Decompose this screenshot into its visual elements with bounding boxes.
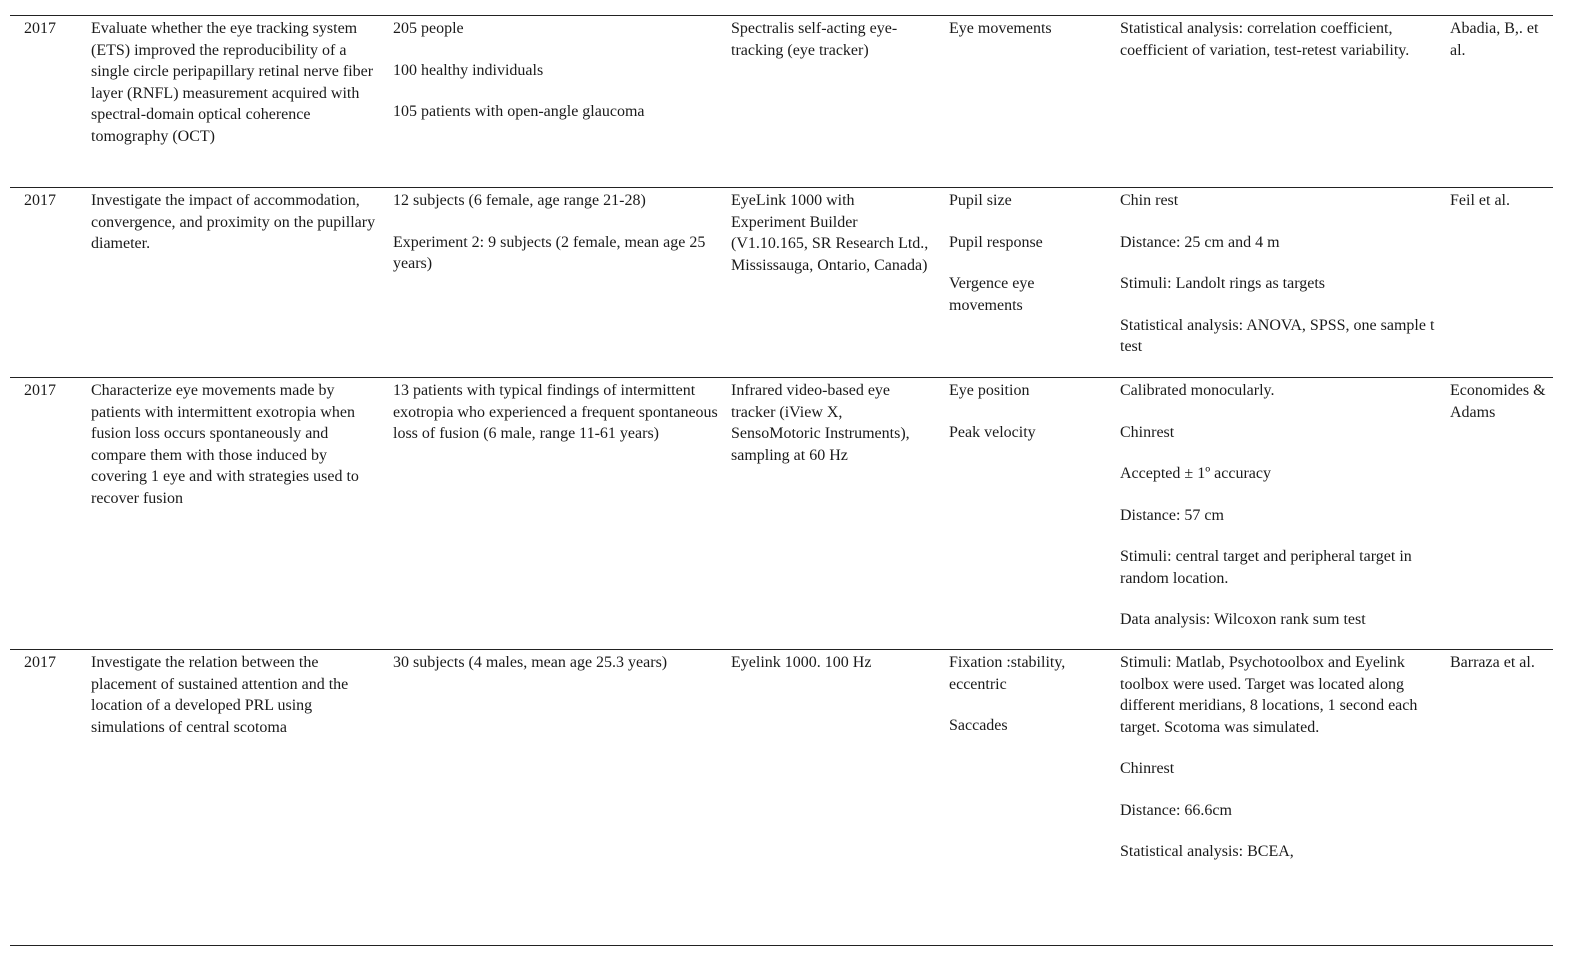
author-cell: Barraza et al.	[1450, 654, 1535, 671]
method-line: Chin rest	[1120, 192, 1179, 209]
year-cell: 2017	[24, 654, 56, 671]
table-row	[10, 15, 1553, 187]
year-cell: 2017	[24, 20, 56, 37]
device-cell: Eyelink 1000. 100 Hz	[731, 654, 872, 671]
methods-cell	[1120, 18, 1438, 61]
author-cell: Abadia, B,. et al.	[1450, 20, 1539, 59]
methods-cell	[1120, 190, 1438, 358]
year-cell: 2017	[24, 382, 56, 399]
subjects-cell	[393, 380, 718, 445]
measures-cell	[949, 190, 1109, 316]
table-row	[10, 187, 1553, 377]
aim-cell: Evaluate whether the eye tracking system (ETS) improved the reproducibility of a single circle peripapillary retinal nerve fiber layer (RNFL) measurement acquired with spectral-domain optical coherence tomography (OCT)	[91, 20, 374, 145]
method-line: Data analysis: Wilcoxon rank sum test	[1120, 611, 1366, 628]
method-line: Stimuli: Matlab, Psychotoolbox and Eyelink toolbox were used. Target was located along different meridians, 8 locations, 1 second each target. Scotoma was simulated.	[1120, 654, 1418, 736]
study-table	[10, 15, 1553, 946]
subjects-line: Experiment 2: 9 subjects (2 female, mean age 25 years)	[393, 233, 706, 272]
device-cell: Infrared video-based eye tracker (iView X, SensoMotoric Instruments), sampling at 60 Hz	[731, 382, 910, 464]
measure-line: Fixation :stability, eccentric	[949, 654, 1066, 693]
measures-cell	[949, 18, 1109, 40]
subjects-line: 205 people	[393, 20, 464, 37]
aim-cell: Investigate the impact of accommodation, convergence, and proximity on the pupillary diameter.	[91, 192, 376, 252]
author-cell: Economides & Adams	[1450, 382, 1546, 421]
method-line: Distance: 57 cm	[1120, 506, 1224, 524]
method-line: Stimuli: central target and peripheral target in random location.	[1120, 548, 1412, 587]
method-line: Statistical analysis: ANOVA, SPSS, one sample t test	[1120, 316, 1435, 355]
methods-cell	[1120, 652, 1438, 863]
device-cell: EyeLink 1000 with Experiment Builder (V1.10.165, SR Research Ltd., Mississauga, Ontario, Canada)	[731, 192, 929, 274]
measure-line: Pupil response	[949, 233, 1043, 251]
measure-line: Eye movements	[949, 20, 1052, 37]
measure-line: Eye position	[949, 382, 1030, 399]
subjects-line: 12 subjects (6 female, age range 21-28)	[393, 192, 646, 209]
method-line: Accepted ± 1º accuracy	[1120, 465, 1271, 482]
method-line: Distance: 25 cm and 4 m	[1120, 233, 1280, 251]
device-cell: Spectralis self-acting eye-tracking (eye tracker)	[731, 20, 898, 59]
method-line: Statistical analysis: BCEA,	[1120, 843, 1294, 860]
table-row	[10, 649, 1553, 946]
aim-cell: Characterize eye movements made by patients with intermittent exotropia when fusion loss occurs spontaneously and compare them with those induced by covering 1 eye and with strategies used to recover fusion	[91, 382, 359, 507]
subjects-line: 105 patients with open-angle glaucoma	[393, 103, 645, 120]
measure-line: Peak velocity	[949, 423, 1036, 441]
subjects-cell	[393, 190, 718, 275]
subjects-line: 30 subjects (4 males, mean age 25.3 years)	[393, 654, 668, 671]
method-line: Chinrest	[1120, 423, 1175, 441]
subjects-cell	[393, 652, 718, 674]
year-cell: 2017	[24, 192, 56, 209]
aim-cell: Investigate the relation between the placement of sustained attention and the location of a developed PRL using simulations of central scotoma	[91, 654, 349, 736]
method-line: Distance: 66.6cm	[1120, 801, 1232, 819]
measures-cell	[949, 380, 1109, 443]
measure-line: Vergence eye movements	[949, 275, 1035, 314]
subjects-line: 100 healthy individuals	[393, 61, 544, 79]
measures-cell	[949, 652, 1109, 737]
measure-line: Saccades	[949, 717, 1008, 734]
method-line: Chinrest	[1120, 760, 1175, 777]
author-cell: Feil et al.	[1450, 192, 1510, 209]
method-line: Stimuli: Landolt rings as targets	[1120, 275, 1326, 292]
subjects-cell	[393, 18, 718, 123]
table-row	[10, 377, 1553, 649]
measure-line: Pupil size	[949, 192, 1012, 209]
method-line: Calibrated monocularly.	[1120, 382, 1275, 399]
methods-cell	[1120, 380, 1438, 631]
subjects-line: 13 patients with typical findings of intermittent exotropia who experienced a frequent spontaneous loss of fusion (6 male, range 11-61 years)	[393, 382, 718, 442]
method-line: Statistical analysis: correlation coefficient, coefficient of variation, test-retest variability.	[1120, 20, 1410, 59]
